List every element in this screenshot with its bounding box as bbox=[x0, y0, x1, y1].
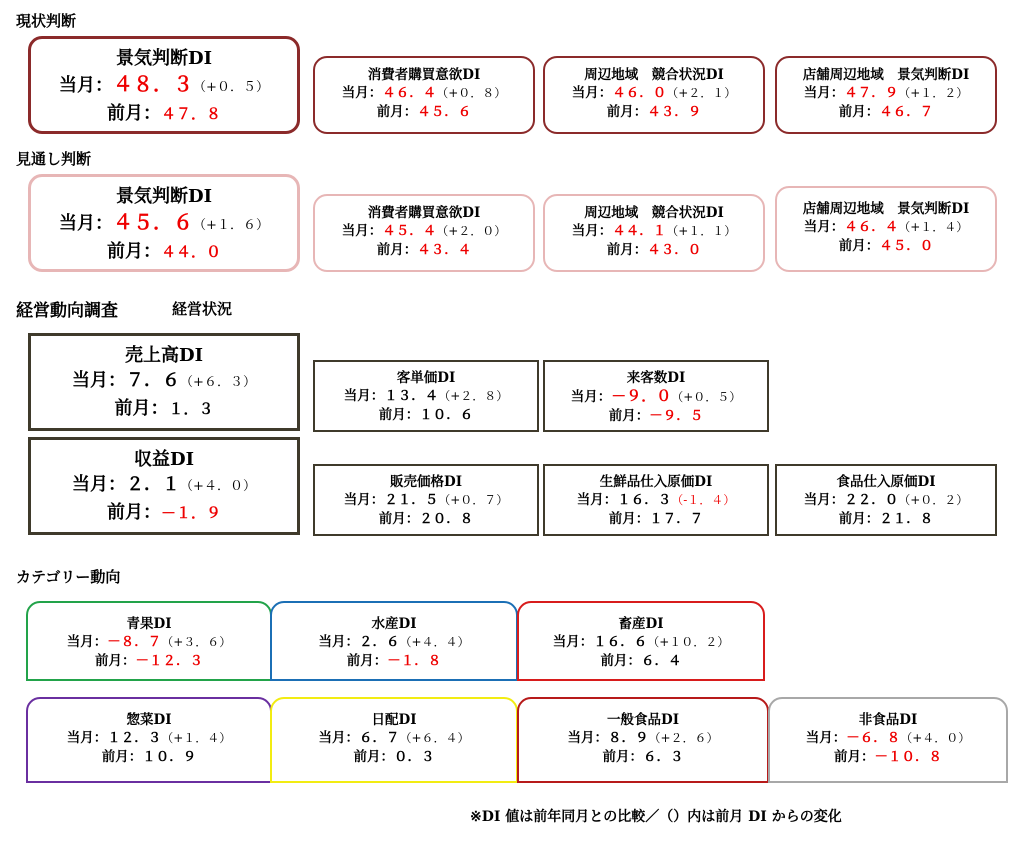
card-change: （+２．０） bbox=[436, 224, 507, 238]
card-current-value: ４５．４ bbox=[382, 223, 437, 239]
card-current-value: ２．６ bbox=[358, 634, 400, 650]
card-change: （+１．６） bbox=[193, 218, 269, 233]
card-title: 消費者購買意欲DI bbox=[367, 205, 481, 221]
card-title: 惣菜DI bbox=[126, 712, 172, 728]
card-current-value: ４６．０ bbox=[612, 85, 667, 101]
card-prev-line: 前月：４７．８ bbox=[106, 103, 221, 124]
section-mgmt: 経営動向調査 bbox=[16, 301, 118, 321]
current-card-consumer: 消費者購買意欲DI 当月：４６．４（+０．８） 前月：４５．６ bbox=[313, 56, 535, 134]
card-prev-value: ６．４ bbox=[641, 653, 682, 669]
card-current-value: ４４．１ bbox=[612, 223, 667, 239]
outlook-card-consumer: 消費者購買意欲DI 当月：４５．４（+２．０） 前月：４３．４ bbox=[313, 194, 535, 272]
card-change: （+２．８） bbox=[438, 389, 509, 403]
card-title: 水産DI bbox=[371, 616, 417, 632]
card-current-value: ４７．９ bbox=[844, 85, 899, 101]
card-current-value: １６．６ bbox=[593, 634, 648, 650]
card-prev-value: １７．７ bbox=[649, 511, 704, 527]
mgmt-sales-card: 売上高DI 当月：７．６（+６．３） 前月：１．３ bbox=[28, 333, 300, 431]
card-current-value: ２１．５ bbox=[384, 492, 439, 508]
outlook-card-competition: 周辺地域 競合状況DI 当月：４４．１（+１．１） 前月：４３．０ bbox=[543, 194, 765, 272]
card-title: 青果DI bbox=[126, 616, 172, 632]
card-title: 一般食品DI bbox=[606, 712, 680, 728]
category-produce-card: 青果DI 当月：－８．７（+３．６） 前月：－１２．３ bbox=[26, 601, 272, 681]
card-change: （+１０．２） bbox=[647, 635, 730, 649]
mgmt-food-cost-card: 食品仕入原価DI 当月：２２．０（+０．２） 前月：２１．８ bbox=[775, 464, 997, 536]
card-title: 店舗周辺地域 景気判断DI bbox=[802, 67, 970, 83]
card-change: （+１．２） bbox=[898, 86, 969, 100]
card-current-value: －９．０ bbox=[611, 387, 672, 405]
card-current-value: ４６．４ bbox=[382, 85, 437, 101]
mgmt-sell-price-card: 販売価格DI 当月：２１．５（+０．７） 前月：２０．８ bbox=[313, 464, 539, 536]
card-title: 日配DI bbox=[371, 712, 417, 728]
card-change: （+１．１） bbox=[666, 224, 737, 238]
card-current-value: ６．７ bbox=[358, 730, 400, 746]
card-prev-value: ４５．０ bbox=[879, 238, 934, 254]
footnote: ※DI 値は前年同月との比較／（）内は前月 DI からの変化 bbox=[470, 809, 842, 825]
card-current-value: ８．９ bbox=[607, 730, 649, 746]
outlook-main-card: 景気判断DI 当月：４５．６（+１．６） 前月：４４．０ bbox=[28, 174, 300, 272]
mgmt-profit-card: 収益DI 当月：２．１（+４．０） 前月：－１．９ bbox=[28, 437, 300, 535]
outlook-card-store-area: 店舗周辺地域 景気判断DI 当月：４６．４（+１．４） 前月：４５．０ bbox=[775, 186, 997, 272]
card-change: （+４．４） bbox=[399, 635, 470, 649]
mgmt-fresh-cost-card: 生鮮品仕入原価DI 当月：１６．３（-１．４） 前月：１７．７ bbox=[543, 464, 769, 536]
card-change: （+４．０） bbox=[900, 731, 971, 745]
card-change: （+３．６） bbox=[161, 635, 232, 649]
card-prev-value: ４５．６ bbox=[417, 104, 472, 120]
card-title: 畜産DI bbox=[618, 616, 664, 632]
current-card-store-area: 店舗周辺地域 景気判断DI 当月：４７．９（+１．２） 前月：４６．７ bbox=[775, 56, 997, 134]
card-current-value: ７．６ bbox=[126, 370, 181, 391]
card-change: （+０．５） bbox=[671, 390, 742, 404]
category-seafood-card: 水産DI 当月：２．６（+４．４） 前月：－１．８ bbox=[270, 601, 518, 681]
mgmt-visitors-card: 来客数DI 当月：－９．０（+０．５） 前月：－９．５ bbox=[543, 360, 769, 432]
card-title: 周辺地域 競合状況DI bbox=[584, 67, 724, 83]
card-current-value: ２２．０ bbox=[844, 492, 899, 508]
card-prev-value: ２１．８ bbox=[879, 511, 934, 527]
card-title: 景気判断DI bbox=[115, 186, 213, 207]
card-change: （+０．７） bbox=[438, 493, 509, 507]
card-title: 景気判断DI bbox=[115, 48, 213, 69]
category-general-food-card: 一般食品DI 当月：８．９（+２．６） 前月：６．３ bbox=[517, 697, 769, 783]
card-prev-value: ４３．９ bbox=[647, 104, 702, 120]
card-prev-value: －１．８ bbox=[387, 653, 442, 669]
card-title: 周辺地域 競合状況DI bbox=[584, 205, 724, 221]
card-change: （+０．２） bbox=[898, 493, 969, 507]
card-prev-value: －１２．３ bbox=[135, 653, 203, 669]
mgmt-unit-price-card: 客単価DI 当月：１３．４（+２．８） 前月：１０．６ bbox=[313, 360, 539, 432]
card-prev-value: －９．５ bbox=[649, 408, 704, 424]
card-title: 来客数DI bbox=[626, 370, 686, 386]
card-current-value: ４８．３ bbox=[113, 72, 194, 96]
card-prev-value: １０．９ bbox=[142, 749, 197, 765]
card-prev-value: ４７．８ bbox=[160, 105, 221, 123]
card-change: （+２．６） bbox=[648, 731, 719, 745]
card-current-value: ４６．４ bbox=[844, 219, 899, 235]
card-change: （+１．４） bbox=[161, 731, 232, 745]
card-title: 販売価格DI bbox=[389, 474, 463, 490]
card-change: （+２．１） bbox=[666, 86, 737, 100]
category-daily-card: 日配DI 当月：６．７（+６．４） 前月：０．３ bbox=[270, 697, 518, 783]
card-current-value: ４５．６ bbox=[113, 210, 194, 234]
card-current-line: 当月：４８．３（+０．５） bbox=[59, 72, 269, 96]
section-mgmt-sub: 経営状況 bbox=[172, 300, 233, 318]
card-title: 食品仕入原価DI bbox=[836, 474, 936, 490]
card-prev-value: １０．６ bbox=[419, 407, 474, 423]
card-title: 売上高DI bbox=[124, 345, 204, 366]
card-prev-value: ２０．８ bbox=[419, 511, 474, 527]
card-change: （-１．４） bbox=[671, 493, 736, 507]
section-outlook: 見通し判断 bbox=[16, 150, 92, 168]
card-change: （+４．０） bbox=[180, 479, 256, 494]
card-prev-value: １．３ bbox=[168, 400, 214, 418]
current-card-competition: 周辺地域 競合状況DI 当月：４６．０（+２．１） 前月：４３．９ bbox=[543, 56, 765, 134]
card-change: （+１．４） bbox=[898, 220, 969, 234]
card-current-value: －８．７ bbox=[107, 634, 162, 650]
card-change: （+０．５） bbox=[193, 80, 269, 95]
card-current-value: １２．３ bbox=[107, 730, 162, 746]
category-non-food-card: 非食品DI 当月：－６．８（+４．０） 前月：－１０．８ bbox=[768, 697, 1008, 783]
card-title: 収益DI bbox=[133, 449, 195, 470]
card-prev-value: ４４．０ bbox=[160, 243, 221, 261]
card-current-value: ２．１ bbox=[126, 474, 181, 495]
card-prev-value: ４３．４ bbox=[417, 242, 472, 258]
category-deli-card: 惣菜DI 当月：１２．３（+１．４） 前月：１０．９ bbox=[26, 697, 272, 783]
card-current-value: １３．４ bbox=[384, 388, 439, 404]
card-change: （+６．３） bbox=[180, 375, 256, 390]
card-current-value: －６．８ bbox=[846, 730, 901, 746]
card-prev-value: ０．３ bbox=[394, 749, 435, 765]
section-current: 現状判断 bbox=[16, 12, 77, 30]
card-prev-value: －１０．８ bbox=[874, 749, 942, 765]
card-prev-value: ４６．７ bbox=[879, 104, 934, 120]
section-category: カテゴリー動向 bbox=[16, 568, 121, 586]
card-prev-value: ６．３ bbox=[643, 749, 684, 765]
card-change: （+６．４） bbox=[399, 731, 470, 745]
card-prev-value: ４３．０ bbox=[647, 242, 702, 258]
category-meat-card: 畜産DI 当月：１６．６（+１０．２） 前月：６．４ bbox=[517, 601, 765, 681]
card-title: 生鮮品仕入原価DI bbox=[599, 474, 713, 490]
card-title: 消費者購買意欲DI bbox=[367, 67, 481, 83]
card-title: 客単価DI bbox=[396, 370, 456, 386]
card-change: （+０．８） bbox=[436, 86, 507, 100]
card-prev-value: －１．９ bbox=[160, 504, 221, 522]
card-title: 店舗周辺地域 景気判断DI bbox=[802, 201, 970, 217]
card-title: 非食品DI bbox=[858, 712, 918, 728]
current-main-card bbox=[28, 36, 300, 134]
card-current-value: １６．３ bbox=[617, 492, 672, 508]
